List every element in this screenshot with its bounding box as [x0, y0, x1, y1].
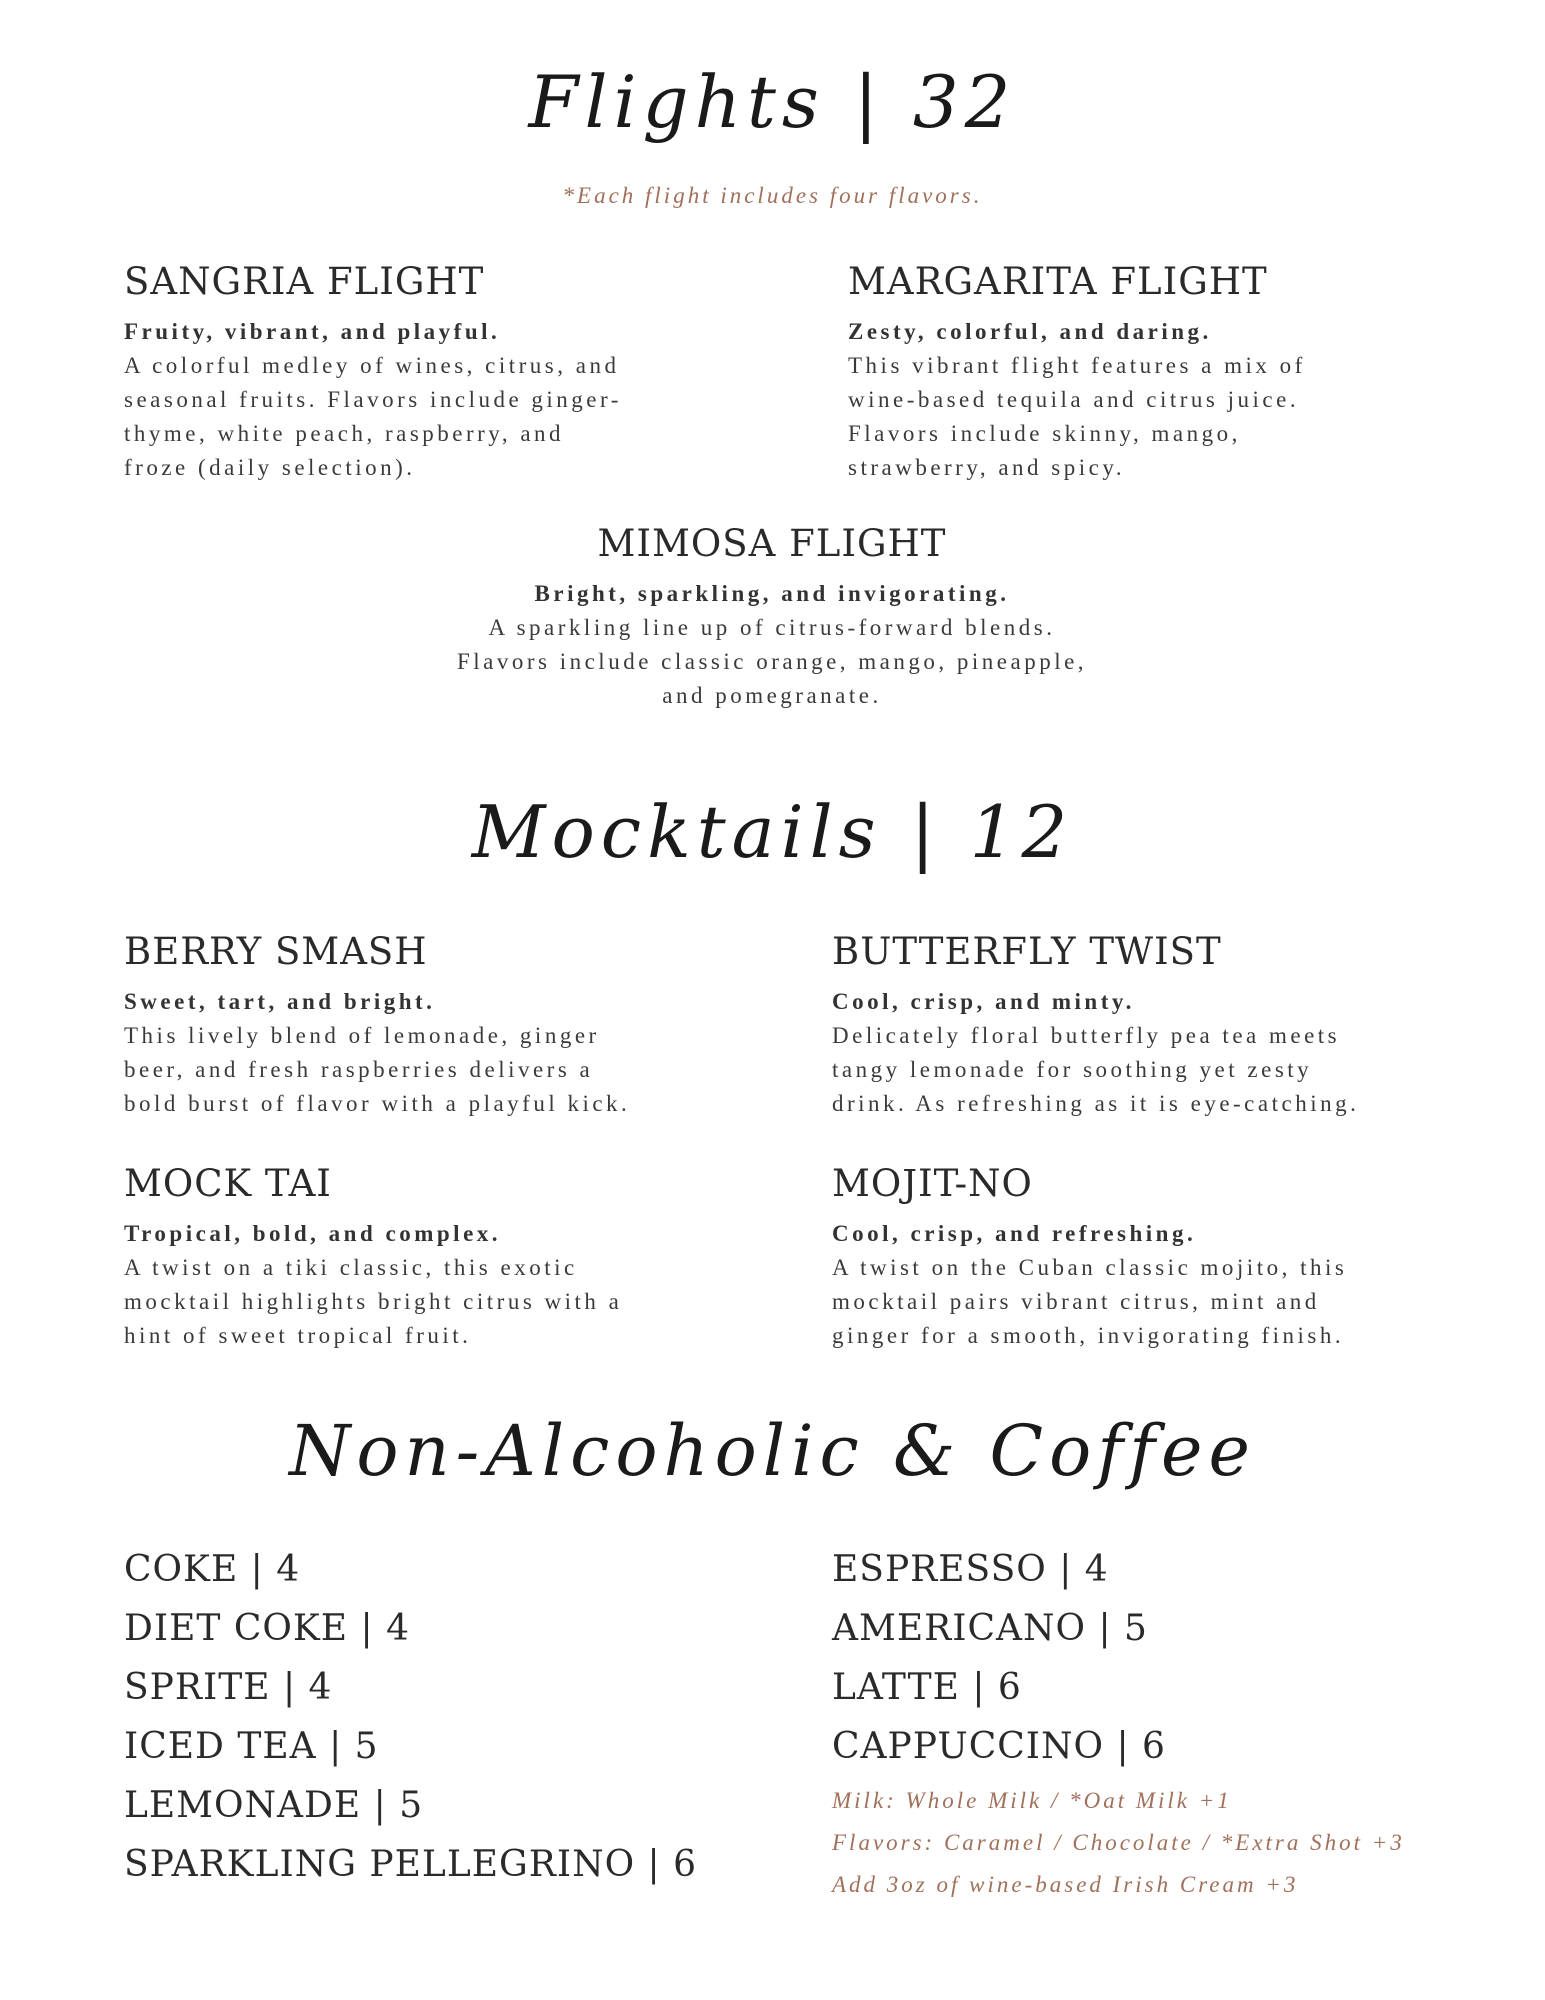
item-desc-line: This lively blend of lemonade, ginger: [124, 1023, 600, 1048]
list-item: SPARKLING PELLEGRINO | 6: [124, 1844, 698, 1885]
list-item: ESPRESSO | 4: [832, 1549, 1109, 1590]
soft-drinks-list: [124, 1540, 784, 1894]
flights-note: *Each flight includes four flavors.: [562, 183, 983, 208]
list-item: DIET COKE | 4: [124, 1608, 410, 1649]
item-desc-line: A sparkling line up of citrus-forward blends.: [488, 615, 1056, 640]
item-desc-line: thyme, white peach, raspberry, and: [124, 421, 565, 446]
item-desc-line: strawberry, and spicy.: [848, 455, 1126, 480]
item-desc-line: wine-based tequila and citrus juice.: [848, 387, 1300, 412]
item-desc-line: seasonal fruits. Flavors include ginger-: [124, 387, 622, 412]
item-name: BUTTERFLY TWIST: [832, 930, 1222, 973]
coffee-extra: Milk: Whole Milk / *Oat Milk +1: [832, 1788, 1232, 1813]
menu-item-butterfly-twist: [832, 930, 1492, 1121]
menu-item-mojit-no: [832, 1162, 1492, 1353]
item-tagline: Cool, crisp, and minty.: [832, 989, 1135, 1014]
mocktails-heading: Mocktails | 12: [471, 790, 1074, 874]
item-desc-line: A twist on the Cuban classic mojito, this: [832, 1255, 1348, 1280]
coffee-list: [832, 1540, 1522, 1906]
item-desc-line: beer, and fresh raspberries delivers a: [124, 1057, 594, 1082]
item-desc-line: ginger for a smooth, invigorating finish.: [832, 1323, 1345, 1348]
item-tagline: Cool, crisp, and refreshing.: [832, 1221, 1197, 1246]
flights-heading: Flights | 32: [528, 60, 1017, 144]
item-desc-line: drink. As refreshing as it is eye-catching.: [832, 1091, 1360, 1116]
menu-item-sangria-flight: [124, 260, 744, 485]
item-tagline: Zesty, colorful, and daring.: [848, 319, 1212, 344]
item-desc-line: Flavors include skinny, mango,: [848, 421, 1241, 446]
item-desc-line: mocktail pairs vibrant citrus, mint and: [832, 1289, 1320, 1314]
item-desc-line: Delicately floral butterfly pea tea meets: [832, 1023, 1341, 1048]
item-desc-line: and pomegranate.: [662, 683, 882, 708]
menu-item-berry-smash: [124, 930, 744, 1121]
item-tagline: Fruity, vibrant, and playful.: [124, 319, 501, 344]
item-tagline: Bright, sparkling, and invigorating.: [534, 581, 1010, 606]
item-desc-line: A colorful medley of wines, citrus, and: [124, 353, 620, 378]
item-name: SANGRIA FLIGHT: [124, 260, 485, 303]
menu-item-margarita-flight: [848, 260, 1468, 485]
item-name: MOJIT-NO: [832, 1162, 1033, 1205]
item-desc-line: froze (daily selection).: [124, 455, 416, 480]
item-desc-line: bold burst of flavor with a playful kick.: [124, 1091, 631, 1116]
list-item: SPRITE | 4: [124, 1667, 333, 1708]
item-name: BERRY SMASH: [124, 930, 428, 973]
item-tagline: Tropical, bold, and complex.: [124, 1221, 502, 1246]
item-name: MIMOSA FLIGHT: [597, 522, 947, 565]
menu-item-mimosa-flight: [322, 522, 1222, 713]
item-desc-line: hint of sweet tropical fruit.: [124, 1323, 472, 1348]
item-desc-line: A twist on a tiki classic, this exotic: [124, 1255, 578, 1280]
list-item: COKE | 4: [124, 1549, 301, 1590]
item-name: MARGARITA FLIGHT: [848, 260, 1268, 303]
coffee-extra: Flavors: Caramel / Chocolate / *Extra Shot +3: [832, 1830, 1405, 1855]
list-item: LATTE | 6: [832, 1667, 1022, 1708]
item-tagline: Sweet, tart, and bright.: [124, 989, 436, 1014]
menu-item-mock-tai: [124, 1162, 764, 1353]
item-name: MOCK TAI: [124, 1162, 332, 1205]
item-desc-line: tangy lemonade for soothing yet zesty: [832, 1057, 1313, 1082]
non-alcoholic-heading: Non-Alcoholic & Coffee: [289, 1410, 1256, 1492]
list-item: LEMONADE | 5: [124, 1785, 424, 1826]
list-item: AMERICANO | 5: [832, 1608, 1148, 1649]
item-desc-line: mocktail highlights bright citrus with a: [124, 1289, 623, 1314]
item-desc-line: Flavors include classic orange, mango, pineapple,: [456, 649, 1088, 674]
coffee-extra: Add 3oz of wine-based Irish Cream +3: [832, 1872, 1299, 1897]
list-item: CAPPUCCINO | 6: [832, 1726, 1166, 1767]
item-desc-line: This vibrant flight features a mix of: [848, 353, 1306, 378]
list-item: ICED TEA | 5: [124, 1726, 379, 1767]
